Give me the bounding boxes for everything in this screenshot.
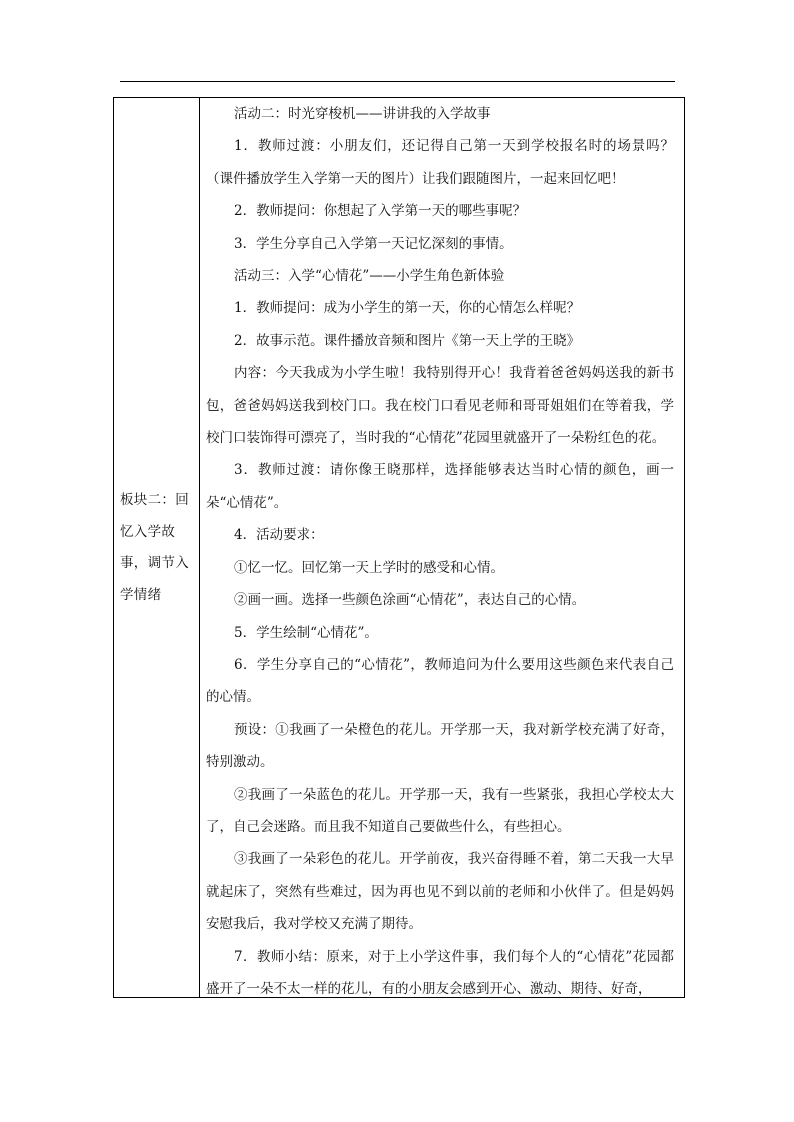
story-content: 内容：今天我成为小学生啦！我特别得开心！我背着爸爸妈妈送我的新书包，爸爸妈妈送我到校门口。我在校门口看见老师和哥哥姐姐们在等着我，学校门口装饰得可漂亮了，当时我的“心情花”花园里就盛开了一朵粉红色的花。 xyxy=(206,365,674,447)
preset-answer: 预设：①我画了一朵橙色的花儿。开学那一天，我对新学校充满了好奇，特别激动。 xyxy=(206,721,674,771)
paragraph: 3．教师过渡：请你像王晓那样，选择能够表达当时心情的颜色，画一朵“心情花”。 xyxy=(206,462,674,511)
paragraph: 4．活动要求： xyxy=(234,527,324,544)
teacher-summary: 7．教师小结：原来，对于上小学这件事，我们每个人的“心情花”花园都盛开了一朵不太一样的花儿，有的小朋友会感到开心、激动、期待、好奇， xyxy=(206,948,674,997)
section-label: 板块二：回忆入学故事，调节入学情绪 xyxy=(120,492,189,603)
paragraph: 1．教师过渡：小朋友们，还记得自己第一天到学校报名时的场景吗？（课件播放学生入学第一天的图片）让我们跟随图片，一起来回忆吧！ xyxy=(206,138,674,187)
paragraph: 1．教师提问：成为小学生的第一天，你的心情怎么样呢？ xyxy=(234,300,581,317)
preset-answer: ②我画了一朵蓝色的花儿。开学那一天，我有一些紧张，我担心学校太大了，自己会迷路。而且我不知道自己要做些什么，有些担心。 xyxy=(206,786,674,835)
paragraph: 3．学生分享自己入学第一天记忆深刻的事情。 xyxy=(234,235,513,252)
activity-3-heading: 活动三：入学“心情花”——小学生角色新体验 xyxy=(234,268,505,285)
section-cell xyxy=(114,98,200,997)
paragraph: 5．学生绘制“心情花”。 xyxy=(234,624,378,641)
preset-answer: ③我画了一朵彩色的花儿。开学前夜，我兴奋得睡不着，第二天我一大早就起床了，突然有些难过，因为再也见不到以前的老师和小伙伴了。但是妈妈安慰我后，我对学校又充满了期待。 xyxy=(206,851,674,933)
paragraph: 2．故事示范。课件播放音频和图片《第一天上学的王晓》 xyxy=(234,332,581,349)
requirement-item: ①忆一忆。回忆第一天上学时的感受和心情。 xyxy=(234,559,504,576)
content-cell xyxy=(200,98,684,997)
requirement-item: ②画一画。选择一些颜色涂画“心情花”，表达自己的心情。 xyxy=(234,592,586,609)
paragraph: 6．学生分享自己的“心情花”，教师追问为什么要用这些颜色来代表自己的心情。 xyxy=(206,656,674,706)
lesson-content xyxy=(206,98,674,1005)
activity-2-heading: 活动二：时光穿梭机——讲讲我的入学故事 xyxy=(234,106,491,122)
lesson-table xyxy=(113,97,685,998)
header-rule xyxy=(120,81,675,82)
paragraph: 2．教师提问：你想起了入学第一天的哪些事呢？ xyxy=(234,203,527,220)
